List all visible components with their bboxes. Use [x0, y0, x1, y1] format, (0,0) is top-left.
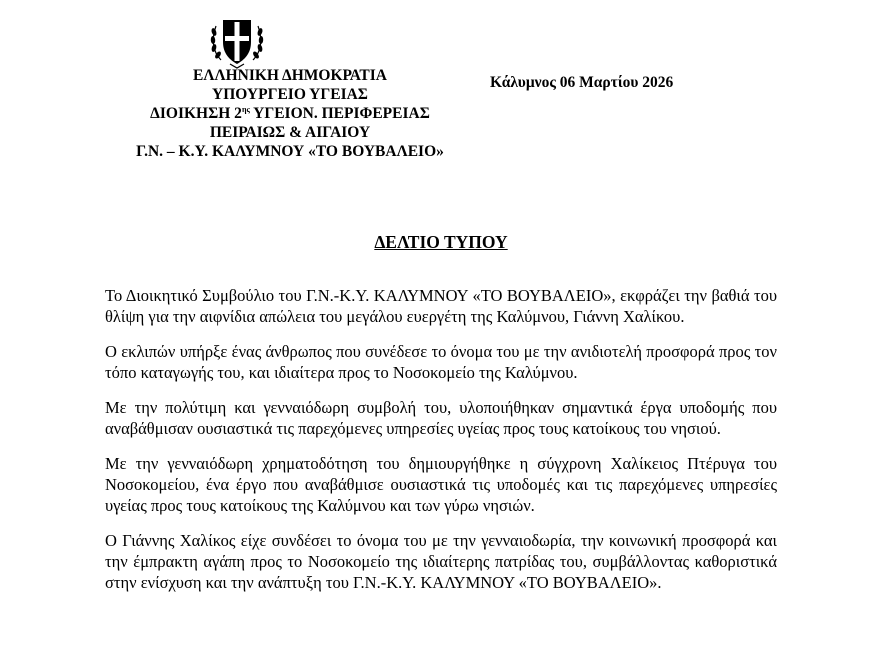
paragraph: Ο εκλιπών υπήρξε ένας άνθρωπος που συνέδεσε το όνομα του με την ανιδιοτελή προσφορά προς τον τόπο καταγωγής του, και ιδιαίτερα προς το Νοσοκομείο της Καλύμνου. — [105, 342, 777, 382]
greek-coat-of-arms-icon — [208, 12, 266, 70]
issuing-authority — [100, 66, 480, 161]
document-title: ΔΕΛΤΙΟ ΤΥΠΟΥ — [374, 232, 508, 252]
header-line-region-name: ΠΕΙΡΑΙΩΣ & ΑΙΓΑΙΟΥ — [209, 124, 371, 141]
document-date: Κάλυμνος 06 Μαρτίου 2026 — [490, 74, 674, 91]
press-release-body — [105, 285, 777, 607]
header-line-republic: ΕΛΛΗΝΙΚΗ ΔΗΜΟΚΡΑΤΙΑ — [193, 67, 387, 84]
paragraph: Με την γενναιόδωρη χρηματοδότηση του δημιουργήθηκε η σύγχρονη Χαλίκειος Πτέρυγα του Νοσοκομείου, ένα έργο που αναβάθμισε ουσιαστικά τις υποδομές και τις παρεχόμενες υπηρεσίες υγείας προς τους κατοίκους της Καλύμνου και των γύρω νησιών. — [105, 454, 777, 515]
header-line-ministry: ΥΠΟΥΡΓΕΙΟ ΥΓΕΙΑΣ — [212, 86, 368, 103]
header-line-health-region: ΔΙΟΙΚΗΣΗ $2^{\eta\varsigma}$ ΥΓΕΙΟΝ. ΠΕΡΙΦΕΡΕΙΑΣ — [150, 105, 430, 122]
header-line-hospital: Γ.Ν. – Κ.Υ. ΚΑΛΥΜΝΟΥ «ΤΟ ΒΟΥΒΑΛΕΙΟ» — [136, 143, 444, 160]
paragraph: Με την πολύτιμη και γενναιόδωρη συμβολή του, υλοποιήθηκαν σημαντικά έργα υποδομής που αναβάθμισαν ουσιαστικά τις παρεχόμενες υπηρεσίες υγείας προς τους κατοίκους του νησιού. — [105, 398, 777, 438]
paragraph: Το Διοικητικό Συμβούλιο του Γ.Ν.-Κ.Υ. ΚΑΛΥΜΝΟΥ «ΤΟ ΒΟΥΒΑΛΕΙΟ», εκφράζει την βαθιά του θλίψη για την αιφνίδια απώλεια του μεγάλου ευεργέτη της Καλύμνου, Γιάννη Χαλίκου. — [105, 286, 777, 326]
paragraph: Ο Γιάννης Χαλίκος είχε συνδέσει το όνομα του με την γενναιοδωρία, την κοινωνική προσφορά και την έμπρακτη αγάπη προς το Νοσοκομείο της ιδιαίτερης πατρίδας του, συμβάλλοντας καθοριστικά στην ενίσχυση και την ανάπτυξη του Γ.Ν.-Κ.Υ. ΚΑΛΥΜΝΟΥ «ΤΟ ΒΟΥΒΑΛΕΙΟ». — [105, 531, 777, 592]
